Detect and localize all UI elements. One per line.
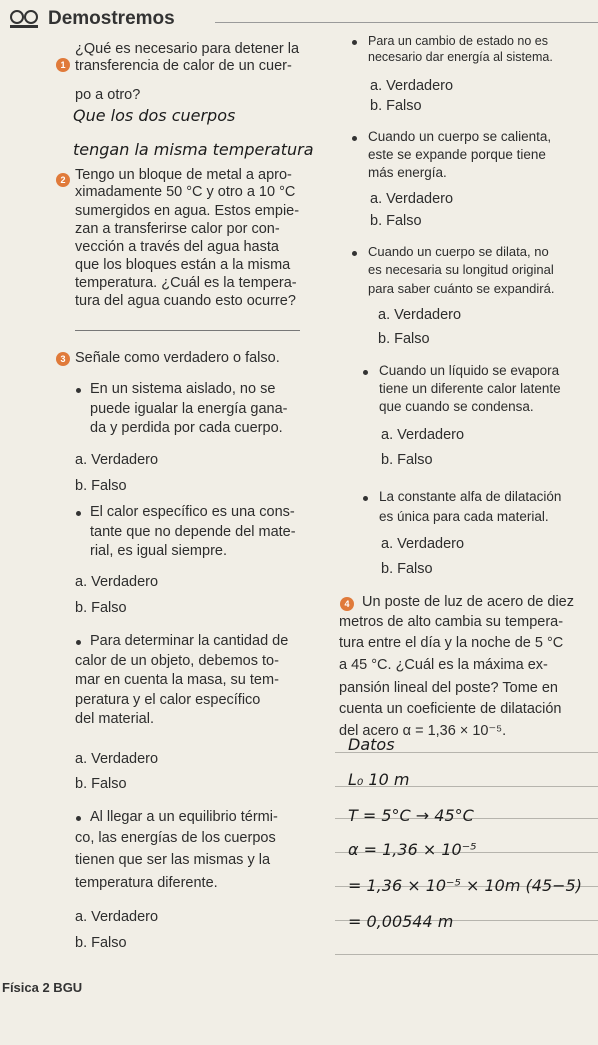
q3-item-4-line-3: tienen que ser las mismas y la [75, 852, 271, 868]
question-3-prompt: Señale como verdadero o falso. [75, 350, 280, 366]
bullet [76, 640, 81, 645]
q3-item-2-option-a[interactable]: a. Verdadero [75, 574, 159, 590]
q3-item-2-line-1: El calor específico es una cons- [90, 504, 295, 520]
q3-item-1-option-a[interactable]: a. Verdadero [75, 452, 159, 468]
q3-item-4-option-b[interactable]: b. Falso [75, 935, 127, 951]
question-2-line-8: tura del agua cuando esto ocurre? [75, 293, 296, 309]
bullet [76, 816, 81, 821]
right-item-3-option-b[interactable]: b. Falso [378, 331, 430, 347]
right-item-2-option-b[interactable]: b. Falso [370, 213, 422, 229]
right-item-2-line-2: este se expande porque tiene [368, 147, 546, 162]
q3-item-3-option-a[interactable]: a. Verdadero [75, 751, 159, 767]
bullet [76, 388, 81, 393]
right-item-2-option-a[interactable]: a. Verdadero [370, 191, 454, 207]
section-title: Demostremos [48, 8, 175, 29]
header-rule [215, 22, 598, 23]
q3-item-4-line-1: Al llegar a un equilibrio térmi- [90, 809, 278, 825]
question-2-answer-line[interactable] [75, 330, 300, 331]
right-item-3-line-1: Cuando un cuerpo se dilata, no [368, 244, 549, 259]
bullet [363, 370, 368, 375]
question-4-line-5: pansión lineal del poste? Tome en [339, 680, 559, 696]
question-2-line-6: que los bloques están a la misma [75, 257, 291, 273]
bullet [352, 251, 357, 256]
q3-item-4-line-2: co, las energías de los cuerpos [75, 830, 276, 846]
right-item-5-line-2: es única para cada material. [379, 509, 549, 524]
q3-item-1-line-2: puede igualar la energía gana- [90, 401, 288, 417]
right-item-1-option-b[interactable]: b. Falso [370, 98, 422, 114]
question-1-line-2: transferencia de calor de un cuer- [75, 58, 292, 74]
right-item-3-line-3: para saber cuánto se expandirá. [368, 281, 555, 296]
right-item-4-line-2: tiene un diferente calor latente [379, 381, 561, 396]
right-item-5-option-a[interactable]: a. Verdadero [381, 536, 465, 552]
right-item-4-option-b[interactable]: b. Falso [381, 452, 433, 468]
q3-item-3-line-3: mar en cuenta la masa, su tem- [75, 672, 279, 688]
q3-item-3-line-1: Para determinar la cantidad de [90, 633, 289, 649]
right-item-1-option-a[interactable]: a. Verdadero [370, 78, 454, 94]
right-item-2-line-1: Cuando un cuerpo se calienta, [368, 129, 552, 144]
bullet [352, 40, 357, 45]
question-4-line-1: Un poste de luz de acero de diez [362, 594, 574, 610]
q3-item-2-option-b[interactable]: b. Falso [75, 600, 127, 616]
question-1-answer-line-1: Que los dos cuerpos [73, 106, 236, 125]
q3-item-2-line-2: tante que no depende del mate- [90, 524, 296, 540]
q3-item-4-line-4: temperatura diferente. [75, 875, 218, 891]
q3-item-3-line-4: peratura y el calor específico [75, 692, 261, 708]
work-line-5: = 1,36 × 10⁻⁵ × 10m (45−5) [348, 876, 582, 895]
question-2-line-5: vección a través del agua hasta [75, 239, 279, 255]
work-line-6: = 0,00544 m [348, 912, 454, 931]
right-item-5-line-1: La constante alfa de dilatación [379, 489, 562, 504]
right-item-5-option-b[interactable]: b. Falso [381, 561, 433, 577]
right-item-4-line-3: que cuando se condensa. [379, 399, 534, 414]
q3-item-3-option-b[interactable]: b. Falso [75, 776, 127, 792]
work-line-1: Datos [348, 735, 395, 754]
page-footer: Física 2 BGU [2, 980, 83, 995]
q3-item-3-line-2: calor de un objeto, debemos to- [75, 653, 279, 669]
question-2-line-2: ximadamente 50 °C y otro a 10 °C [75, 184, 296, 200]
q3-item-4-option-a[interactable]: a. Verdadero [75, 909, 159, 925]
q3-item-1-option-b[interactable]: b. Falso [75, 478, 127, 494]
q3-item-3-line-5: del material. [75, 711, 154, 727]
question-1-line-3: po a otro? [75, 87, 141, 103]
right-item-3-option-a[interactable]: a. Verdadero [378, 307, 462, 323]
question-4-line-3: tura entre el día y la noche de 5 °C [339, 635, 564, 651]
right-item-1-line-1: Para un cambio de estado no es [368, 34, 548, 48]
work-line-2: L₀ 10 m [348, 770, 410, 789]
question-2-line-1: Tengo un bloque de metal a apro- [75, 167, 292, 183]
right-item-4-option-a[interactable]: a. Verdadero [381, 427, 465, 443]
question-number-1: 1 [56, 58, 70, 72]
q3-item-2-line-3: rial, es igual siempre. [90, 543, 227, 559]
bullet [363, 496, 368, 501]
question-number-4: 4 [340, 597, 354, 611]
question-4-line-2: metros de alto cambia su tempera- [339, 614, 564, 630]
right-item-3-line-2: es necesaria su longitud original [368, 262, 554, 277]
section-header [8, 8, 175, 30]
right-item-2-line-3: más energía. [368, 165, 447, 180]
question-4-line-6: cuenta un coeficiente de dilatación [339, 701, 562, 717]
question-number-2: 2 [56, 173, 70, 187]
right-item-4-line-1: Cuando un líquido se evapora [379, 363, 560, 378]
question-1-answer-line-2: tengan la misma temperatura [73, 140, 314, 159]
right-item-1-line-2: necesario dar energía al sistema. [368, 50, 553, 64]
section-logo-icon [8, 8, 42, 30]
question-number-3: 3 [56, 352, 70, 366]
work-line-4: α = 1,36 × 10⁻⁵ [348, 840, 477, 859]
bullet [352, 136, 357, 141]
q3-item-1-line-1: En un sistema aislado, no se [90, 381, 276, 397]
q3-item-1-line-3: da y perdida por cada cuerpo. [90, 420, 283, 436]
question-2-line-3: sumergidos en agua. Estos empie- [75, 203, 300, 219]
question-4-line-4: a 45 °C. ¿Cuál es la máxima ex- [339, 657, 548, 673]
bullet [76, 511, 81, 516]
question-1-line-1: ¿Qué es necesario para detener la [75, 41, 300, 57]
question-2-line-4: zan a transferirse calor por con- [75, 221, 280, 237]
question-4-line-7: del acero α = 1,36 × 10⁻⁵. [339, 723, 507, 739]
work-line-3: T = 5°C → 45°C [348, 806, 474, 825]
question-2-line-7: temperatura. ¿Cuál es la tempera- [75, 275, 297, 291]
